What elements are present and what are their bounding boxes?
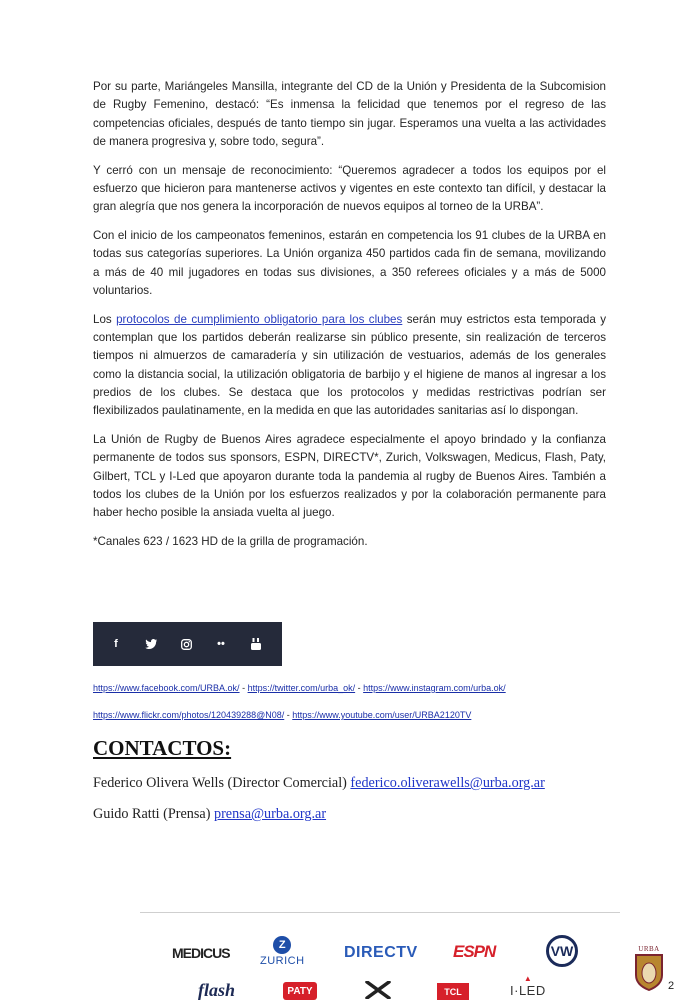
footnote-canales: *Canales 623 / 1623 HD de la grilla de programación. <box>93 535 368 549</box>
paragraph-protocolos <box>93 311 606 421</box>
contact-comercial-label: Federico Olivera Wells (Director Comercial) <box>93 775 351 791</box>
youtube-icon[interactable] <box>241 629 271 659</box>
iled-mark: ▲ <box>523 974 532 983</box>
protocols-link[interactable]: protocolos de cumplimiento obligatorio para los clubes <box>116 312 403 326</box>
iled-wordmark: I·LED <box>510 983 546 998</box>
contacts-heading: CONTACTOS: <box>93 736 232 760</box>
gilbert-logo <box>365 981 391 999</box>
youtube-link[interactable]: https://www.youtube.com/user/URBA2120TV <box>292 710 472 720</box>
iled-logo <box>510 975 546 998</box>
medicus-logo: MEDICUS <box>172 945 230 961</box>
flickr-link[interactable]: https://www.flickr.com/photos/120439288@N08/ <box>93 710 285 720</box>
protocol-suffix: serán muy estrictos esta temporada y contemplan que los partidos deberán realizarse sin público presente, sin realización de terceros tiempos ni almuerzos de camaradería y sin utilización de vestuarios, además de los generales como la distancia social, la utilización obligatoria de barbijo y el higiene de manos al ingresar a los predios de los clubes. Se destaca que los protocolos y medidas restrictivas podrían ser flexibilizados paulatinamente, en la medida en que las autoridades sanitarias así lo dispongan. <box>93 312 606 418</box>
contact-comercial-email[interactable]: federico.oliverawells@urba.org.ar <box>350 775 545 791</box>
zurich-logo <box>260 936 305 967</box>
zurich-wordmark: ZURICH <box>260 955 305 967</box>
contact-prensa-label: Guido Ratti (Prensa) <box>93 806 214 822</box>
footer-divider <box>140 912 620 913</box>
contact-comercial <box>93 775 545 792</box>
link-separator: - <box>239 683 248 693</box>
flickr-icon[interactable] <box>206 629 236 659</box>
page-number: 2 <box>668 980 675 992</box>
facebook-glyph: f <box>114 638 118 650</box>
instagram-icon[interactable] <box>171 629 201 659</box>
twitter-icon[interactable] <box>136 629 166 659</box>
contact-prensa-email[interactable]: prensa@urba.org.ar <box>213 806 327 822</box>
twitter-link[interactable]: https://twitter.com/urba_ok/ <box>247 683 356 693</box>
instagram-link[interactable]: https://www.instagram.com/urba.ok/ <box>363 683 506 693</box>
social-links-row-2 <box>93 710 471 720</box>
paragraph-campeonatos: Con el inicio de los campeonatos femeninos, estarán en competencia los 91 clubes de la URBA en todas sus categorías superiores. La Unión organiza 450 partidos cada fin de semana, movilizando a más de 40 mil jugadores en todas sus divisiones, a 350 referees oficiales y a más de 5000 voluntarios. <box>93 229 606 297</box>
link-separator: - <box>284 710 293 720</box>
zurich-mark: Z <box>273 936 291 954</box>
article-body <box>93 78 606 551</box>
flickr-glyph: •• <box>217 638 225 650</box>
paragraph-reconocimiento: Y cerró con un mensaje de reconocimiento: “Queremos agradecer a todos los equipos por el esfuerzo que hicieron para mantenerse activos y vigentes en este contexto tan difícil, y destacar la gran alegría que nos genera la incorporación de nuevos equipos al torneo de la URBA”. <box>93 163 606 214</box>
urba-crest-text: URBA <box>638 945 660 953</box>
facebook-icon[interactable] <box>101 629 131 659</box>
paragraph-mansilla: Por su parte, Mariángeles Mansilla, integrante del CD de la Unión y Presidenta de la Subcomision de Rugby Femenino, destacó: “Es inmensa la felicidad que tenemos por el regreso de las competencias oficiales, después de tanto tiempo sin jugar. Esperamos una vuelta a las actividades de manera progresiva y, sobre todo, segura”. <box>93 80 606 148</box>
protocol-prefix: Los <box>93 312 117 326</box>
facebook-link[interactable]: https://www.facebook.com/URBA.ok/ <box>93 683 240 693</box>
paragraph-agradecimiento: La Unión de Rugby de Buenos Aires agradece especialmente el apoyo brindado y la confianza permanente de todos sus sponsors, ESPN, DIRECTV*, Zurich, Volkswagen, Medicus, Flash, Paty, Gilbert, TCL y I-Led que apoyaron durante toda la pandemia al rugby de Buenos Aires. También a todos los clubes de la Unión por los esfuerzos realizados y por la colaboración permanente para haber hecho posible la ansiada vuelta al juego. <box>93 433 606 520</box>
volkswagen-logo: VW <box>546 935 578 967</box>
social-bar <box>93 622 282 666</box>
directv-logo: DIRECTV <box>344 944 418 961</box>
tcl-logo: TCL <box>437 983 469 1000</box>
espn-logo: ESPN <box>453 942 496 961</box>
social-links-row-1 <box>93 683 506 693</box>
urba-crest-logo <box>633 944 665 992</box>
contact-prensa <box>93 806 326 823</box>
flash-logo: flash <box>198 980 236 1000</box>
paty-logo: PATY <box>283 982 317 1000</box>
link-separator: - <box>355 683 364 693</box>
